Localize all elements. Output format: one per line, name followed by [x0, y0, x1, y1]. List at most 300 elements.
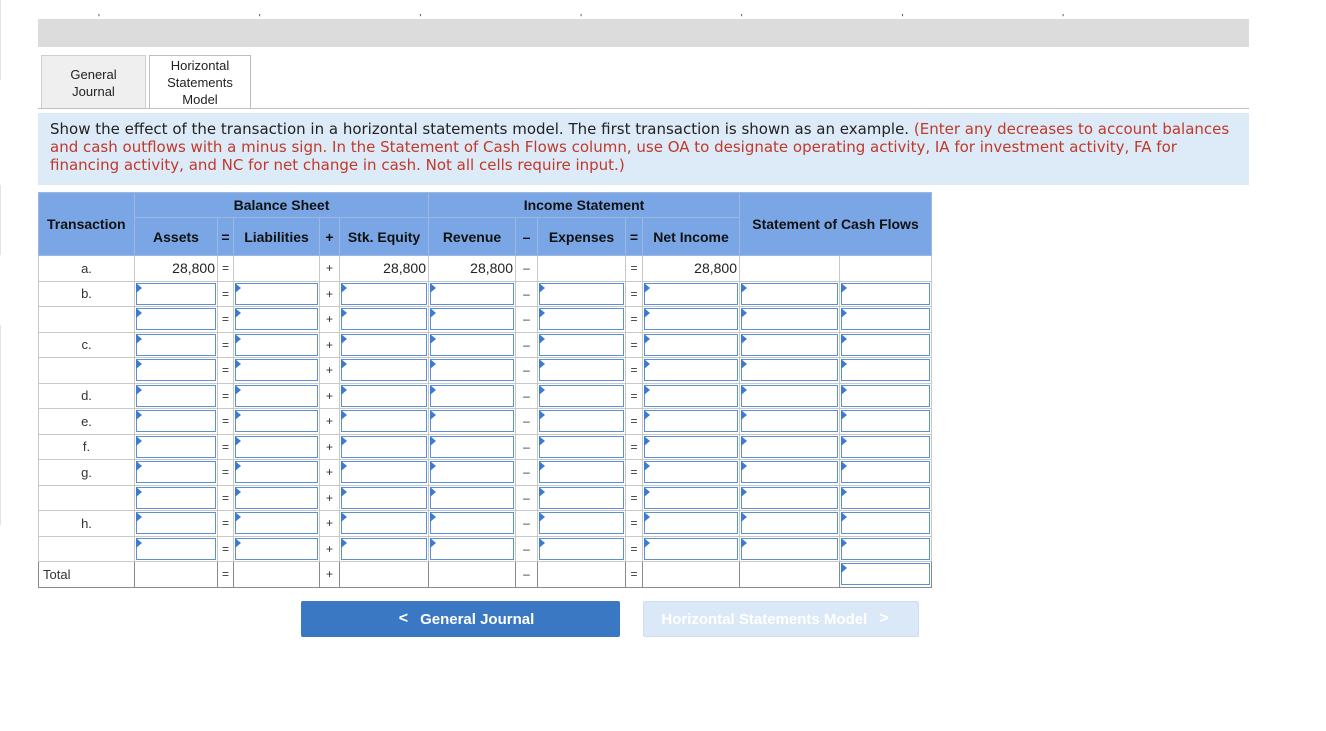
input-box[interactable] — [539, 334, 624, 356]
row-label — [39, 358, 135, 384]
equity-input[interactable] — [340, 332, 429, 358]
cash-activity-input[interactable] — [840, 434, 932, 460]
table-row — [39, 307, 932, 333]
input-box[interactable] — [136, 487, 216, 509]
prev-general-journal-button[interactable] — [301, 601, 620, 637]
input-box[interactable] — [136, 283, 216, 305]
input-box[interactable] — [644, 538, 738, 560]
input-box[interactable] — [741, 308, 838, 330]
left-edge-lines — [0, 0, 4, 731]
input-box[interactable] — [341, 436, 427, 458]
expenses-input[interactable] — [538, 434, 626, 460]
input-box[interactable] — [430, 512, 514, 534]
input-box[interactable] — [341, 512, 427, 534]
input-marker-icon — [841, 359, 847, 369]
next-button-label: Horizontal Statements Model — [661, 610, 868, 628]
assets-input[interactable] — [135, 434, 218, 460]
cash-amount-input[interactable] — [740, 358, 840, 384]
tab-general-journal[interactable] — [41, 55, 146, 109]
expenses-input[interactable] — [538, 358, 626, 384]
plus-sign: + — [320, 536, 340, 562]
input-box[interactable] — [644, 410, 738, 432]
input-box[interactable] — [430, 461, 514, 483]
total-revenue-cell — [429, 562, 516, 588]
prev-button-label: General Journal — [420, 610, 535, 628]
input-marker-icon — [235, 359, 241, 369]
equity-input[interactable] — [340, 281, 429, 307]
input-box[interactable] — [136, 385, 216, 407]
input-box[interactable] — [235, 436, 318, 458]
liabilities-input[interactable] — [234, 383, 320, 409]
input-box[interactable] — [841, 410, 930, 432]
input-box[interactable] — [341, 385, 427, 407]
liabilities-input[interactable] — [234, 281, 320, 307]
input-box[interactable] — [430, 436, 514, 458]
cash-amount-input[interactable] — [740, 332, 840, 358]
revenue-input[interactable] — [429, 281, 516, 307]
equity-input[interactable] — [340, 511, 429, 537]
cash-amount-input[interactable] — [740, 281, 840, 307]
expenses-input[interactable] — [538, 307, 626, 333]
next-horizontal-statements-button[interactable] — [643, 601, 919, 637]
revenue-input[interactable] — [429, 307, 516, 333]
input-box[interactable] — [341, 359, 427, 381]
input-box[interactable] — [741, 436, 838, 458]
equity-value: 28,800 — [340, 256, 429, 282]
input-marker-icon — [741, 461, 747, 471]
input-box[interactable] — [841, 283, 930, 305]
cash-amount-input[interactable] — [740, 409, 840, 435]
input-box[interactable] — [644, 487, 738, 509]
revenue-input[interactable] — [429, 485, 516, 511]
input-box[interactable] — [235, 359, 318, 381]
input-marker-icon — [841, 283, 847, 293]
revenue-input[interactable] — [429, 536, 516, 562]
input-box[interactable] — [430, 385, 514, 407]
equals-header-1: = — [218, 218, 234, 256]
input-box[interactable] — [341, 461, 427, 483]
input-marker-icon — [341, 283, 347, 293]
input-box[interactable] — [539, 385, 624, 407]
equals-sign: = — [626, 281, 643, 307]
net-income-input[interactable] — [643, 383, 740, 409]
equity-input[interactable] — [340, 434, 429, 460]
input-box[interactable] — [841, 487, 930, 509]
cash-amount-input[interactable] — [740, 485, 840, 511]
equals-sign: = — [218, 383, 234, 409]
input-marker-icon — [341, 385, 347, 395]
input-box[interactable] — [430, 487, 514, 509]
cash-activity-input[interactable] — [840, 409, 932, 435]
total-cash-amount-cell — [740, 562, 840, 588]
table-row — [39, 358, 932, 384]
table-row — [39, 536, 932, 562]
minus-sign: – — [516, 409, 538, 435]
net-income-input[interactable] — [643, 307, 740, 333]
minus-sign: – — [516, 434, 538, 460]
input-marker-icon — [341, 538, 347, 548]
input-box[interactable] — [341, 538, 427, 560]
cash-activity-input[interactable] — [840, 281, 932, 307]
cash-amount-input[interactable] — [740, 434, 840, 460]
plus-sign: + — [320, 281, 340, 307]
liabilities-value — [234, 256, 320, 282]
input-marker-icon — [539, 410, 545, 420]
equity-input[interactable] — [340, 485, 429, 511]
input-marker-icon — [841, 385, 847, 395]
plus-sign: + — [320, 485, 340, 511]
liabilities-input[interactable] — [234, 409, 320, 435]
equity-input[interactable] — [340, 358, 429, 384]
input-box[interactable] — [841, 512, 930, 534]
input-box[interactable] — [644, 334, 738, 356]
table-row — [39, 485, 932, 511]
input-box[interactable] — [644, 385, 738, 407]
revenue-input[interactable] — [429, 460, 516, 486]
net-income-input[interactable] — [643, 434, 740, 460]
plus-sign: + — [320, 383, 340, 409]
input-box[interactable] — [539, 359, 624, 381]
input-box[interactable] — [430, 308, 514, 330]
input-box[interactable] — [235, 308, 318, 330]
input-box[interactable] — [235, 512, 318, 534]
input-box[interactable] — [235, 461, 318, 483]
expenses-input[interactable] — [538, 409, 626, 435]
input-box[interactable] — [235, 538, 318, 560]
input-marker-icon — [136, 385, 142, 395]
input-marker-icon — [644, 538, 650, 548]
plus-sign: + — [320, 409, 340, 435]
plus-sign: + — [320, 434, 340, 460]
input-box[interactable] — [341, 283, 427, 305]
equals-sign: = — [218, 409, 234, 435]
input-marker-icon — [644, 308, 650, 318]
input-box[interactable] — [136, 359, 216, 381]
input-box[interactable] — [136, 334, 216, 356]
input-marker-icon — [341, 512, 347, 522]
cash-amount-input[interactable] — [740, 307, 840, 333]
equals-sign: = — [218, 562, 234, 588]
row-label: h. — [39, 511, 135, 537]
minus-sign: – — [516, 485, 538, 511]
input-marker-icon — [741, 334, 747, 344]
cash-activity-input[interactable] — [840, 460, 932, 486]
input-marker-icon — [341, 359, 347, 369]
input-box[interactable] — [539, 461, 624, 483]
input-box[interactable] — [644, 436, 738, 458]
input-box[interactable] — [136, 512, 216, 534]
equals-sign: = — [626, 485, 643, 511]
expenses-input[interactable] — [538, 485, 626, 511]
cash-amount-input[interactable] — [740, 460, 840, 486]
equals-sign: = — [218, 307, 234, 333]
equals-sign: = — [626, 332, 643, 358]
expenses-input[interactable] — [538, 511, 626, 537]
table-row — [39, 434, 932, 460]
input-marker-icon — [644, 410, 650, 420]
input-marker-icon — [841, 563, 847, 573]
cash-amount-input[interactable] — [740, 511, 840, 537]
liabilities-input[interactable] — [234, 460, 320, 486]
input-marker-icon — [235, 538, 241, 548]
cash-amount-value — [740, 256, 840, 282]
cash-activity-input[interactable] — [840, 358, 932, 384]
transaction-header: Transaction — [39, 193, 135, 256]
cash-flows-header: Statement of Cash Flows — [740, 193, 932, 256]
input-marker-icon — [841, 512, 847, 522]
input-marker-icon — [841, 487, 847, 497]
input-marker-icon — [341, 410, 347, 420]
input-marker-icon — [539, 512, 545, 522]
input-box[interactable] — [841, 538, 930, 560]
input-marker-icon — [136, 512, 142, 522]
net-income-value: 28,800 — [643, 256, 740, 282]
expenses-input[interactable] — [538, 332, 626, 358]
input-box[interactable] — [235, 385, 318, 407]
input-box[interactable] — [341, 410, 427, 432]
minus-sign: – — [516, 358, 538, 384]
input-box[interactable] — [341, 487, 427, 509]
cash-activity-input[interactable] — [840, 485, 932, 511]
revenue-input[interactable] — [429, 332, 516, 358]
total-expenses-cell — [538, 562, 626, 588]
input-box[interactable] — [741, 283, 838, 305]
tab-horizontal-statements-model[interactable] — [149, 55, 251, 109]
equals-sign: = — [626, 383, 643, 409]
net-income-input[interactable] — [643, 536, 740, 562]
minus-sign: – — [516, 536, 538, 562]
cash-activity-input[interactable] — [840, 332, 932, 358]
cash-activity-input[interactable] — [840, 511, 932, 537]
row-label: a. — [39, 256, 135, 282]
equals-sign: = — [218, 256, 234, 282]
net-income-input[interactable] — [643, 460, 740, 486]
input-marker-icon — [741, 385, 747, 395]
input-marker-icon — [539, 334, 545, 344]
input-marker-icon — [341, 436, 347, 446]
input-box[interactable] — [741, 461, 838, 483]
plus-sign: + — [320, 332, 340, 358]
input-marker-icon — [136, 334, 142, 344]
assets-input[interactable] — [135, 485, 218, 511]
equity-input[interactable] — [340, 383, 429, 409]
input-box[interactable] — [841, 436, 930, 458]
total-assets-cell — [135, 562, 218, 588]
total-row — [39, 562, 932, 588]
net-income-input[interactable] — [643, 485, 740, 511]
input-box[interactable] — [136, 461, 216, 483]
input-marker-icon — [741, 283, 747, 293]
instructions-panel — [38, 113, 1249, 185]
assets-input[interactable] — [135, 358, 218, 384]
assets-input[interactable] — [135, 409, 218, 435]
liabilities-input[interactable] — [234, 358, 320, 384]
total-liabilities-cell — [234, 562, 320, 588]
input-marker-icon — [235, 436, 241, 446]
expenses-input[interactable] — [538, 383, 626, 409]
input-marker-icon — [841, 308, 847, 318]
revenue-input[interactable] — [429, 434, 516, 460]
input-box[interactable] — [644, 308, 738, 330]
liabilities-input[interactable] — [234, 332, 320, 358]
input-box[interactable] — [741, 487, 838, 509]
cash-activity-input[interactable] — [840, 307, 932, 333]
net-income-input[interactable] — [643, 332, 740, 358]
chevron-right-icon: > — [879, 610, 889, 627]
net-income-input[interactable] — [643, 281, 740, 307]
instructions-main: Show the effect of the transaction in a horizontal statements model. The first transaction is shown as an example. — [50, 120, 910, 138]
equals-sign: = — [626, 511, 643, 537]
equals-sign: = — [626, 460, 643, 486]
net-income-input[interactable] — [643, 358, 740, 384]
input-marker-icon — [235, 308, 241, 318]
minus-sign: – — [516, 511, 538, 537]
equals-sign: = — [626, 562, 643, 588]
net-income-header: Net Income — [643, 218, 740, 256]
top-marks: ' ' ' ' ' ' ' — [98, 13, 1143, 24]
minus-sign: – — [516, 562, 538, 588]
assets-input[interactable] — [135, 332, 218, 358]
liabilities-input[interactable] — [234, 536, 320, 562]
expenses-input[interactable] — [538, 281, 626, 307]
input-box[interactable] — [841, 563, 930, 585]
input-box[interactable] — [430, 283, 514, 305]
expenses-input[interactable] — [538, 460, 626, 486]
input-marker-icon — [430, 512, 436, 522]
net-income-input[interactable] — [643, 511, 740, 537]
input-box[interactable] — [741, 385, 838, 407]
input-box[interactable] — [539, 283, 624, 305]
equity-input[interactable] — [340, 409, 429, 435]
input-box[interactable] — [841, 359, 930, 381]
input-box[interactable] — [644, 512, 738, 534]
input-box[interactable] — [741, 334, 838, 356]
minus-sign: – — [516, 460, 538, 486]
cash-activity-input[interactable] — [840, 536, 932, 562]
input-box[interactable] — [644, 359, 738, 381]
revenue-input[interactable] — [429, 358, 516, 384]
row-label: c. — [39, 332, 135, 358]
input-box[interactable] — [644, 461, 738, 483]
table-row — [39, 332, 932, 358]
equals-sign: = — [218, 485, 234, 511]
cash-activity-input[interactable] — [840, 562, 932, 588]
input-box[interactable] — [741, 359, 838, 381]
assets-input[interactable] — [135, 281, 218, 307]
input-marker-icon — [136, 436, 142, 446]
input-marker-icon — [136, 487, 142, 497]
expenses-header: Expenses — [538, 218, 626, 256]
input-box[interactable] — [841, 308, 930, 330]
input-box[interactable] — [430, 538, 514, 560]
assets-input[interactable] — [135, 307, 218, 333]
input-box[interactable] — [841, 334, 930, 356]
input-marker-icon — [430, 410, 436, 420]
input-marker-icon — [741, 436, 747, 446]
input-box[interactable] — [539, 512, 624, 534]
input-box[interactable] — [841, 461, 930, 483]
expenses-input[interactable] — [538, 536, 626, 562]
input-box[interactable] — [841, 385, 930, 407]
horizontal-statements-table — [38, 192, 932, 588]
input-box[interactable] — [430, 334, 514, 356]
input-box[interactable] — [235, 410, 318, 432]
input-box[interactable] — [136, 436, 216, 458]
equals-sign: = — [626, 256, 643, 282]
revenue-input[interactable] — [429, 383, 516, 409]
plus-sign: + — [320, 358, 340, 384]
input-marker-icon — [644, 385, 650, 395]
equals-sign: = — [218, 460, 234, 486]
revenue-input[interactable] — [429, 511, 516, 537]
input-box[interactable] — [136, 410, 216, 432]
assets-input[interactable] — [135, 511, 218, 537]
liabilities-input[interactable] — [234, 434, 320, 460]
cash-amount-input[interactable] — [740, 383, 840, 409]
plus-sign: + — [320, 307, 340, 333]
table-row-example — [39, 256, 932, 282]
net-income-input[interactable] — [643, 409, 740, 435]
input-box[interactable] — [430, 359, 514, 381]
equity-input[interactable] — [340, 307, 429, 333]
input-marker-icon — [235, 385, 241, 395]
input-box[interactable] — [539, 487, 624, 509]
assets-input[interactable] — [135, 383, 218, 409]
equity-input[interactable] — [340, 536, 429, 562]
input-box[interactable] — [136, 538, 216, 560]
equals-sign: = — [218, 536, 234, 562]
input-marker-icon — [136, 538, 142, 548]
input-marker-icon — [430, 461, 436, 471]
liabilities-input[interactable] — [234, 485, 320, 511]
input-marker-icon — [741, 512, 747, 522]
input-box[interactable] — [235, 283, 318, 305]
liabilities-input[interactable] — [234, 511, 320, 537]
input-marker-icon — [235, 487, 241, 497]
input-marker-icon — [539, 283, 545, 293]
equals-sign: = — [218, 281, 234, 307]
input-box[interactable] — [341, 308, 427, 330]
input-marker-icon — [430, 436, 436, 446]
input-box[interactable] — [539, 410, 624, 432]
input-marker-icon — [741, 538, 747, 548]
input-box[interactable] — [341, 334, 427, 356]
input-box[interactable] — [741, 538, 838, 560]
input-box[interactable] — [539, 308, 624, 330]
input-marker-icon — [539, 487, 545, 497]
input-marker-icon — [430, 308, 436, 318]
input-box[interactable] — [741, 512, 838, 534]
input-box[interactable] — [539, 538, 624, 560]
input-box[interactable] — [235, 334, 318, 356]
input-box[interactable] — [644, 283, 738, 305]
input-box[interactable] — [136, 308, 216, 330]
equity-input[interactable] — [340, 460, 429, 486]
input-box[interactable] — [235, 487, 318, 509]
cash-amount-input[interactable] — [740, 536, 840, 562]
input-box[interactable] — [430, 410, 514, 432]
input-box[interactable] — [741, 410, 838, 432]
input-marker-icon — [644, 283, 650, 293]
liabilities-input[interactable] — [234, 307, 320, 333]
revenue-input[interactable] — [429, 409, 516, 435]
assets-input[interactable] — [135, 536, 218, 562]
input-box[interactable] — [539, 436, 624, 458]
cash-activity-input[interactable] — [840, 383, 932, 409]
assets-input[interactable] — [135, 460, 218, 486]
minus-sign: – — [516, 281, 538, 307]
assets-header: Assets — [135, 218, 218, 256]
